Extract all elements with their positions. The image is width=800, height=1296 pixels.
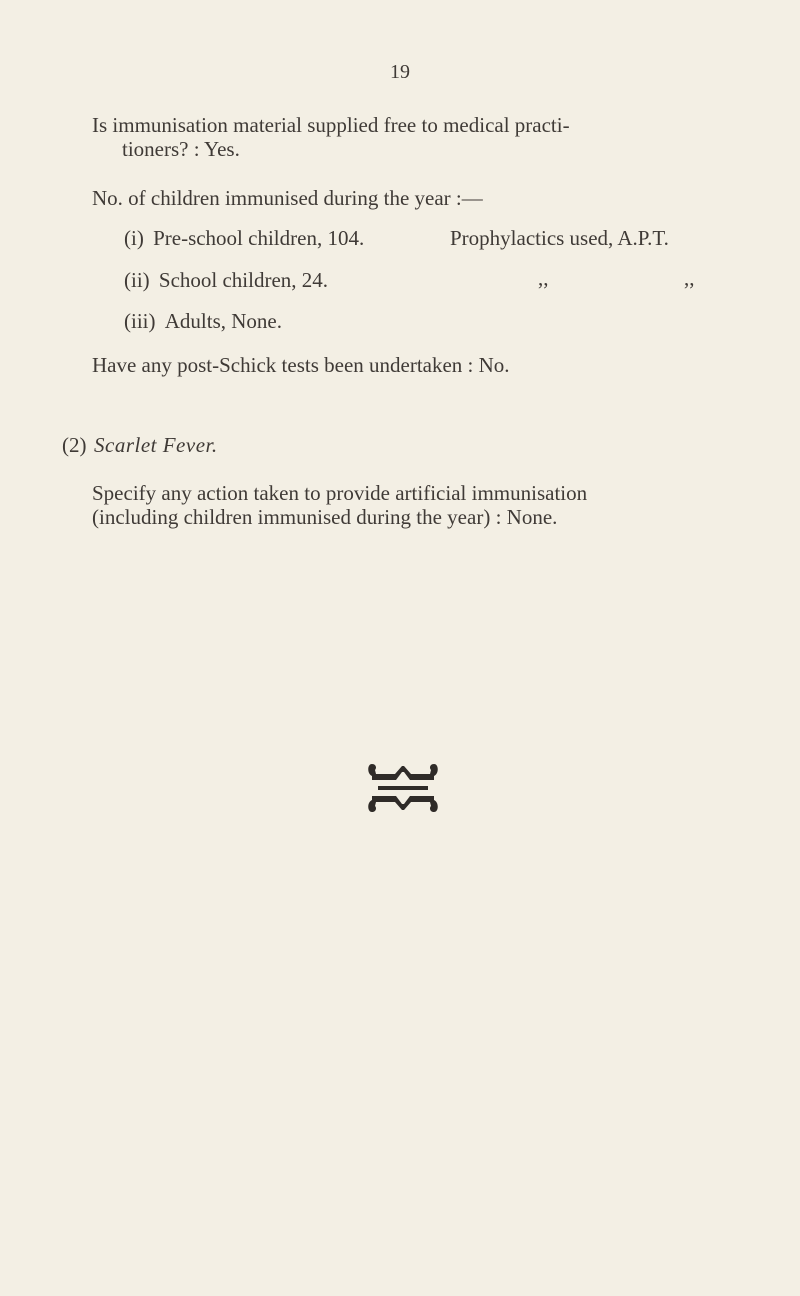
list-item [124,226,364,251]
section-title: Scarlet Fever. [94,433,218,457]
list-item [124,309,282,334]
printers-ornament-icon [366,760,440,816]
list-item-text: School children, 24. [158,268,329,292]
section-number: (2) [62,433,87,457]
list-item [124,268,328,293]
immunisation-material-question-line1: Is immunisation material supplied free to medical practi- [92,113,570,137]
list-item-label: (iii) [124,309,156,333]
children-immunised-intro: No. of children immunised during the year :— [92,186,483,210]
list-item-text: Adults, None. [164,309,282,333]
prophylactics-used: Prophylactics used, A.P.T. [450,226,669,250]
list-item-label: (i) [124,226,144,250]
list-item-label: (ii) [124,268,150,292]
scarlet-specify-line1: Specify any action taken to provide artificial immunisation [92,481,588,505]
post-schick-question: Have any post-Schick tests been undertaken : No. [92,353,510,377]
ditto-mark: ,, [684,266,695,290]
ditto-mark: ,, [538,266,549,290]
list-item-text: Pre-school children, 104. [153,226,365,250]
page-number: 19 [390,61,410,83]
scarlet-specify-line2: (including children immunised during the year) : None. [92,505,558,529]
immunisation-material-question-line2: tioners? : Yes. [122,137,240,161]
